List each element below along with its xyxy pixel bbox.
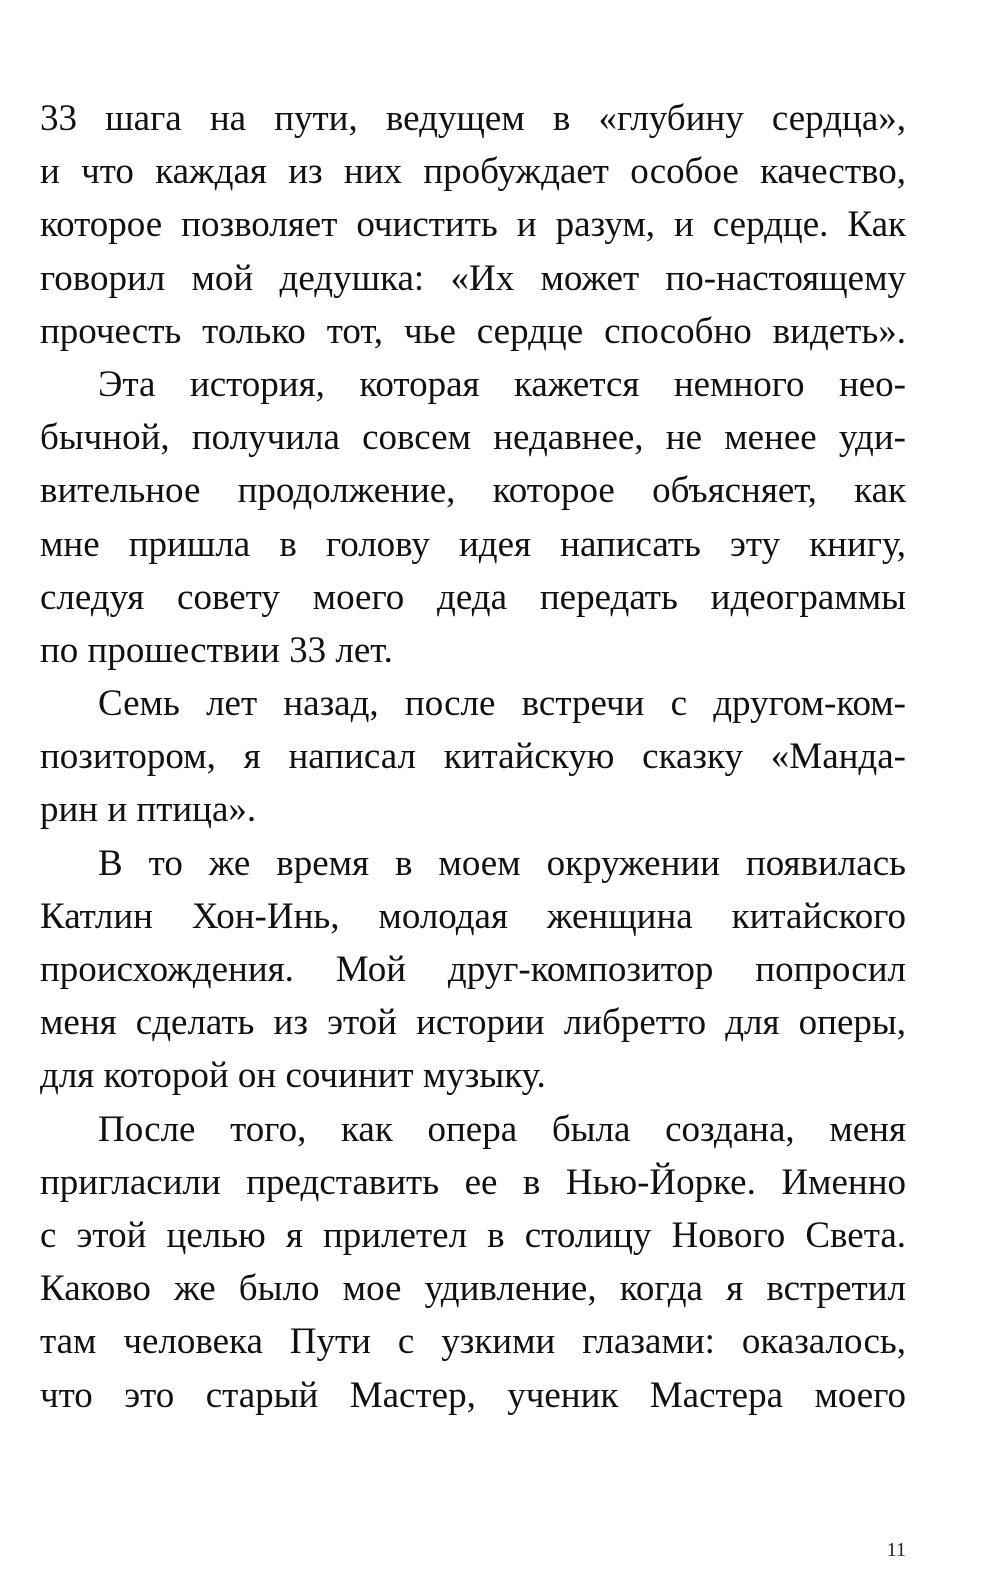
text-line: В то же время в моем окружении появилась — [98, 842, 906, 884]
text-line: по прошествии 33 лет. — [40, 629, 393, 671]
paragraph — [40, 1103, 906, 1422]
text-line: происхождения. Мой друг-композитор попросил — [40, 949, 906, 990]
text-line: говорил мой дедушка: «Их может по-настоящему — [40, 257, 906, 299]
text-line: там человека Пути с узкими глазами: оказалось, — [40, 1321, 906, 1363]
body-text — [40, 92, 906, 1422]
text-line: позитором, я написал китайскую сказку «Манда- — [40, 736, 906, 778]
text-line: пригласили представить ее в Нью-Йорке. Именно — [40, 1161, 906, 1203]
text-line: рин и птица». — [40, 789, 257, 831]
page-number: 11 — [886, 1539, 906, 1561]
paragraph — [40, 358, 906, 677]
text-line: следуя совету моего деда передать идеограммы — [40, 576, 906, 618]
text-line: После того, как опера была создана, меня — [98, 1108, 906, 1150]
text-line: мне пришла в голову идея написать эту книгу, — [40, 523, 906, 565]
text-line: что это старый Мастер, ученик Мастера моего — [40, 1374, 906, 1416]
paragraph — [40, 837, 906, 1103]
text-line: вительное продолжение, которое объясняет, как — [40, 470, 906, 512]
text-line: 33 шага на пути, ведущем в «глубину сердца», — [40, 98, 906, 139]
text-line: меня сделать из этой истории либретто для оперы, — [40, 1002, 906, 1044]
text-line: бычной, получила совсем недавнее, не менее уди- — [40, 417, 906, 459]
text-line: которое позволяет очистить и разум, и сердце. Как — [40, 204, 906, 246]
text-line: Катлин Хон-Инь, молодая женщина китайского — [40, 895, 906, 937]
text-line: и что каждая из них пробуждает особое качество, — [40, 151, 906, 193]
paragraph — [40, 92, 906, 358]
text-line: с этой целью я прилетел в столицу Нового Света. — [40, 1214, 906, 1256]
text-line: прочесть только тот, чье сердце способно видеть». — [40, 310, 906, 352]
text-line: Каково же было мое удивление, когда я встретил — [40, 1268, 906, 1310]
paragraph — [40, 677, 906, 837]
text-line: Семь лет назад, после встречи с другом-ком- — [98, 683, 906, 725]
text-line: Эта история, которая кажется немного нео- — [98, 363, 906, 405]
text-line: для которой он сочинит музыку. — [40, 1055, 546, 1097]
